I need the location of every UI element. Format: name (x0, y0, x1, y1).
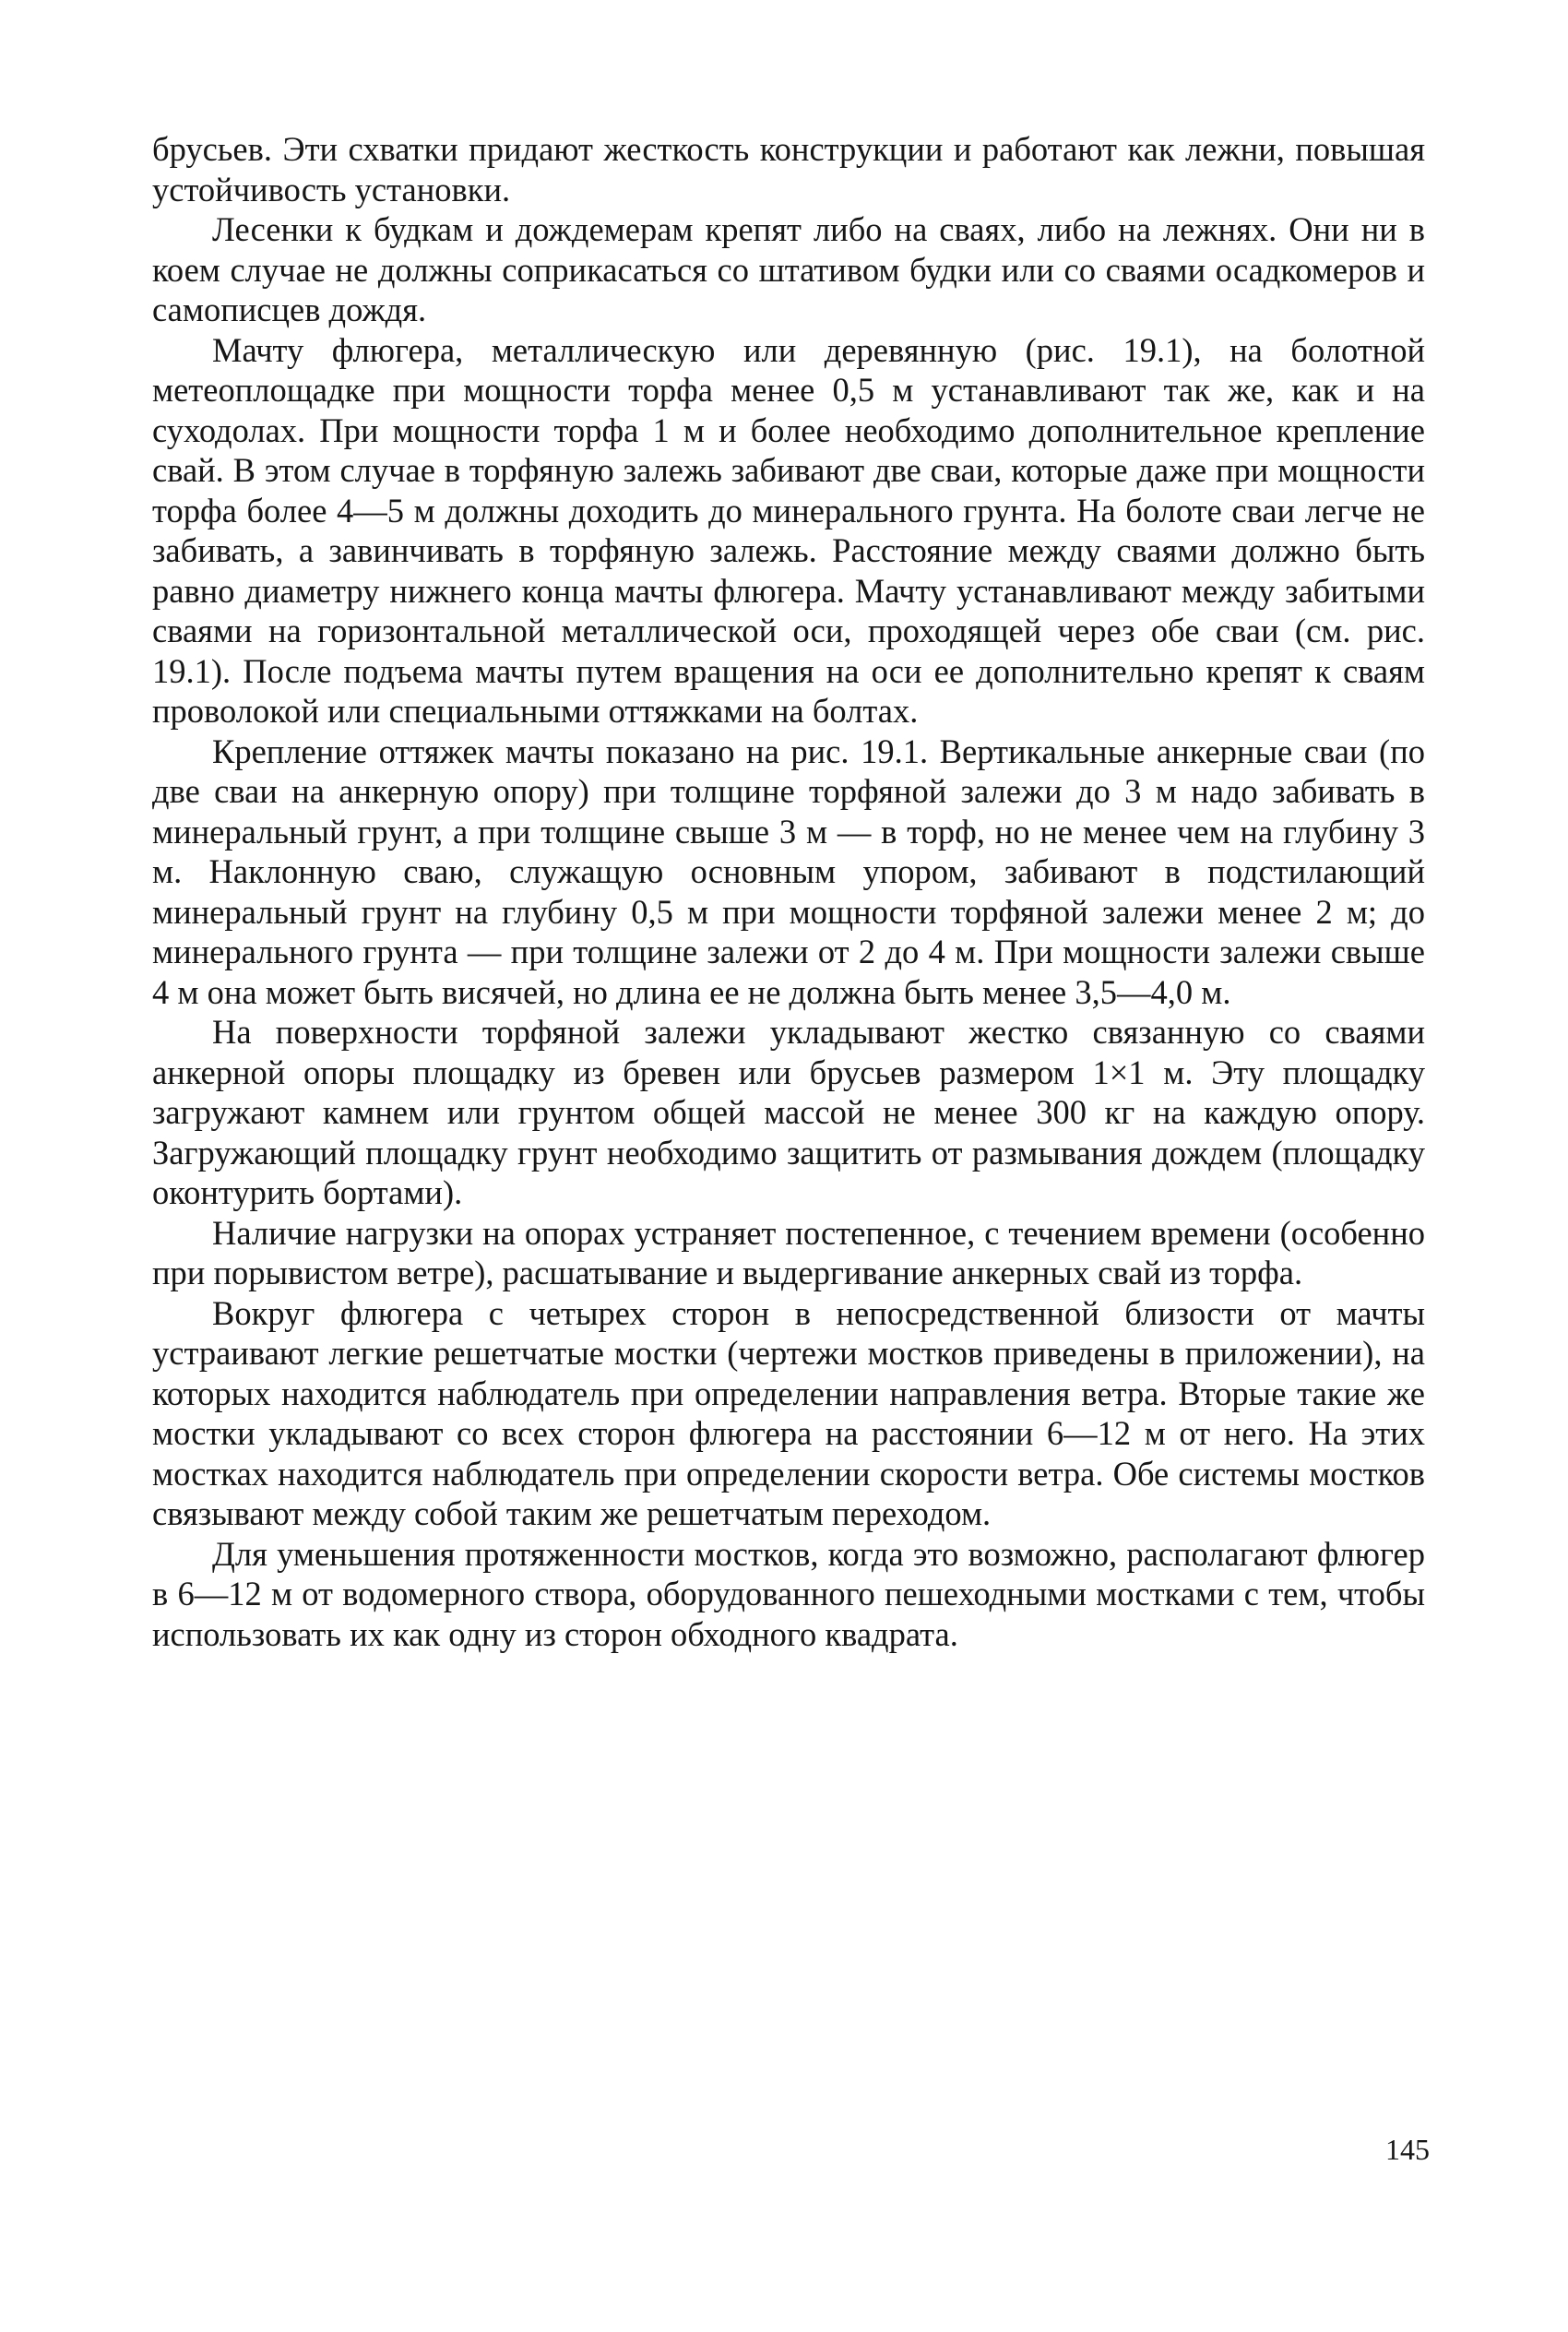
paragraph-walkway-length: Для уменьшения протяженности мостков, когда это возможно, располагают флюгер в 6—12 м от водомерного створа, оборудованного пешеходными мостками с тем, чтобы использовать их как одну из сторон обходного квадрата. (152, 1534, 1425, 1653)
paragraph-continuation: брусьев. Эти схватки придают жесткость конструкции и работают как лежни, повышая устойчивость установки. (152, 130, 1425, 208)
paragraph-wind-vane-mast: Мачту флюгера, металлическую или деревянную (рис. 19.1), на болотной метеоплощадке при мощности торфа менее 0,5 м устанавливают так же, как и на суходолах. При мощности торфа 1 м и более необходимо дополнительное крепление свай. В этом случае в торфяную залежь забивают две сваи, которые даже при мощности торфа более 4—5 м должны доходить до минерального грунта. На болоте сваи легче не забивать, а завинчивать в торфяную залежь. Расстояние между сваями должно быть равно диаметру нижнего конца мачты флюгера. Мачту устанавливают между забитыми сваями на горизонтальной металлической оси, проходящей через обе сваи (см. рис. 19.1). После подъема мачты путем вращения на оси ее дополнительно крепят к сваям проволокой или специальными оттяжками на болтах. (152, 330, 1425, 730)
paragraph-anchor-platform: На поверхности торфяной залежи укладывают жестко связанную со сваями анкерной опоры площадку из бревен или брусьев размером 1×1 м. Эту площадку загружают камнем или грунтом общей массой не менее 300 кг на каждую опору. Загружающий площадку грунт необходимо защитить от размывания дождем (площадку оконтурить бортами). (152, 1013, 1425, 1211)
body-text (152, 129, 1425, 1654)
paragraph-guy-anchoring: Крепление оттяжек мачты показано на рис. 19.1. Вертикальные анкерные сваи (по две сваи на анкерную опору) при толщине торфяной залежи до 3 м надо забивать в минеральный грунт, а при толщине свыше 3 м — в торф, но не менее чем на глубину 3 м. Наклонную сваю, служащую основным упором, забивают в подстилающий минеральный грунт на глубину 0,5 м при мощности торфяной залежи менее 2 м; до минерального грунта — при толщине залежи от 2 до 4 м. При мощности залежи свыше 4 м она может быть висячей, но длина ее не должна быть менее 3,5—4,0 м. (152, 732, 1425, 1011)
paragraph-load-effect: Наличие нагрузки на опорах устраняет постепенное, с течением времени (особенно при порывистом ветре), расшатывание и выдергивание анкерных свай из торфа. (152, 1213, 1425, 1291)
paragraph-ladders: Лесенки к будкам и дождемерам крепят либо на сваях, либо на лежнях. Они ни в коем случае не должны соприкасаться со штативом будки или со сваями осадкомеров и самописцев дождя. (152, 210, 1425, 328)
page-number: 145 (1385, 2133, 1430, 2166)
paragraph-walkways: Вокруг флюгера с четырех сторон в непосредственной близости от мачты устраивают легкие решетчатые мостки (чертежи мостков приведены в приложении), на которых находится наблюдатель при определении направления ветра. Вторые такие же мостки укладывают со всех сторон флюгера на расстоянии 6—12 м от него. На этих мостках находится наблюдатель при определении скорости ветра. Обе системы мостков связывают между собой таким же решетчатым переходом. (152, 1293, 1425, 1532)
